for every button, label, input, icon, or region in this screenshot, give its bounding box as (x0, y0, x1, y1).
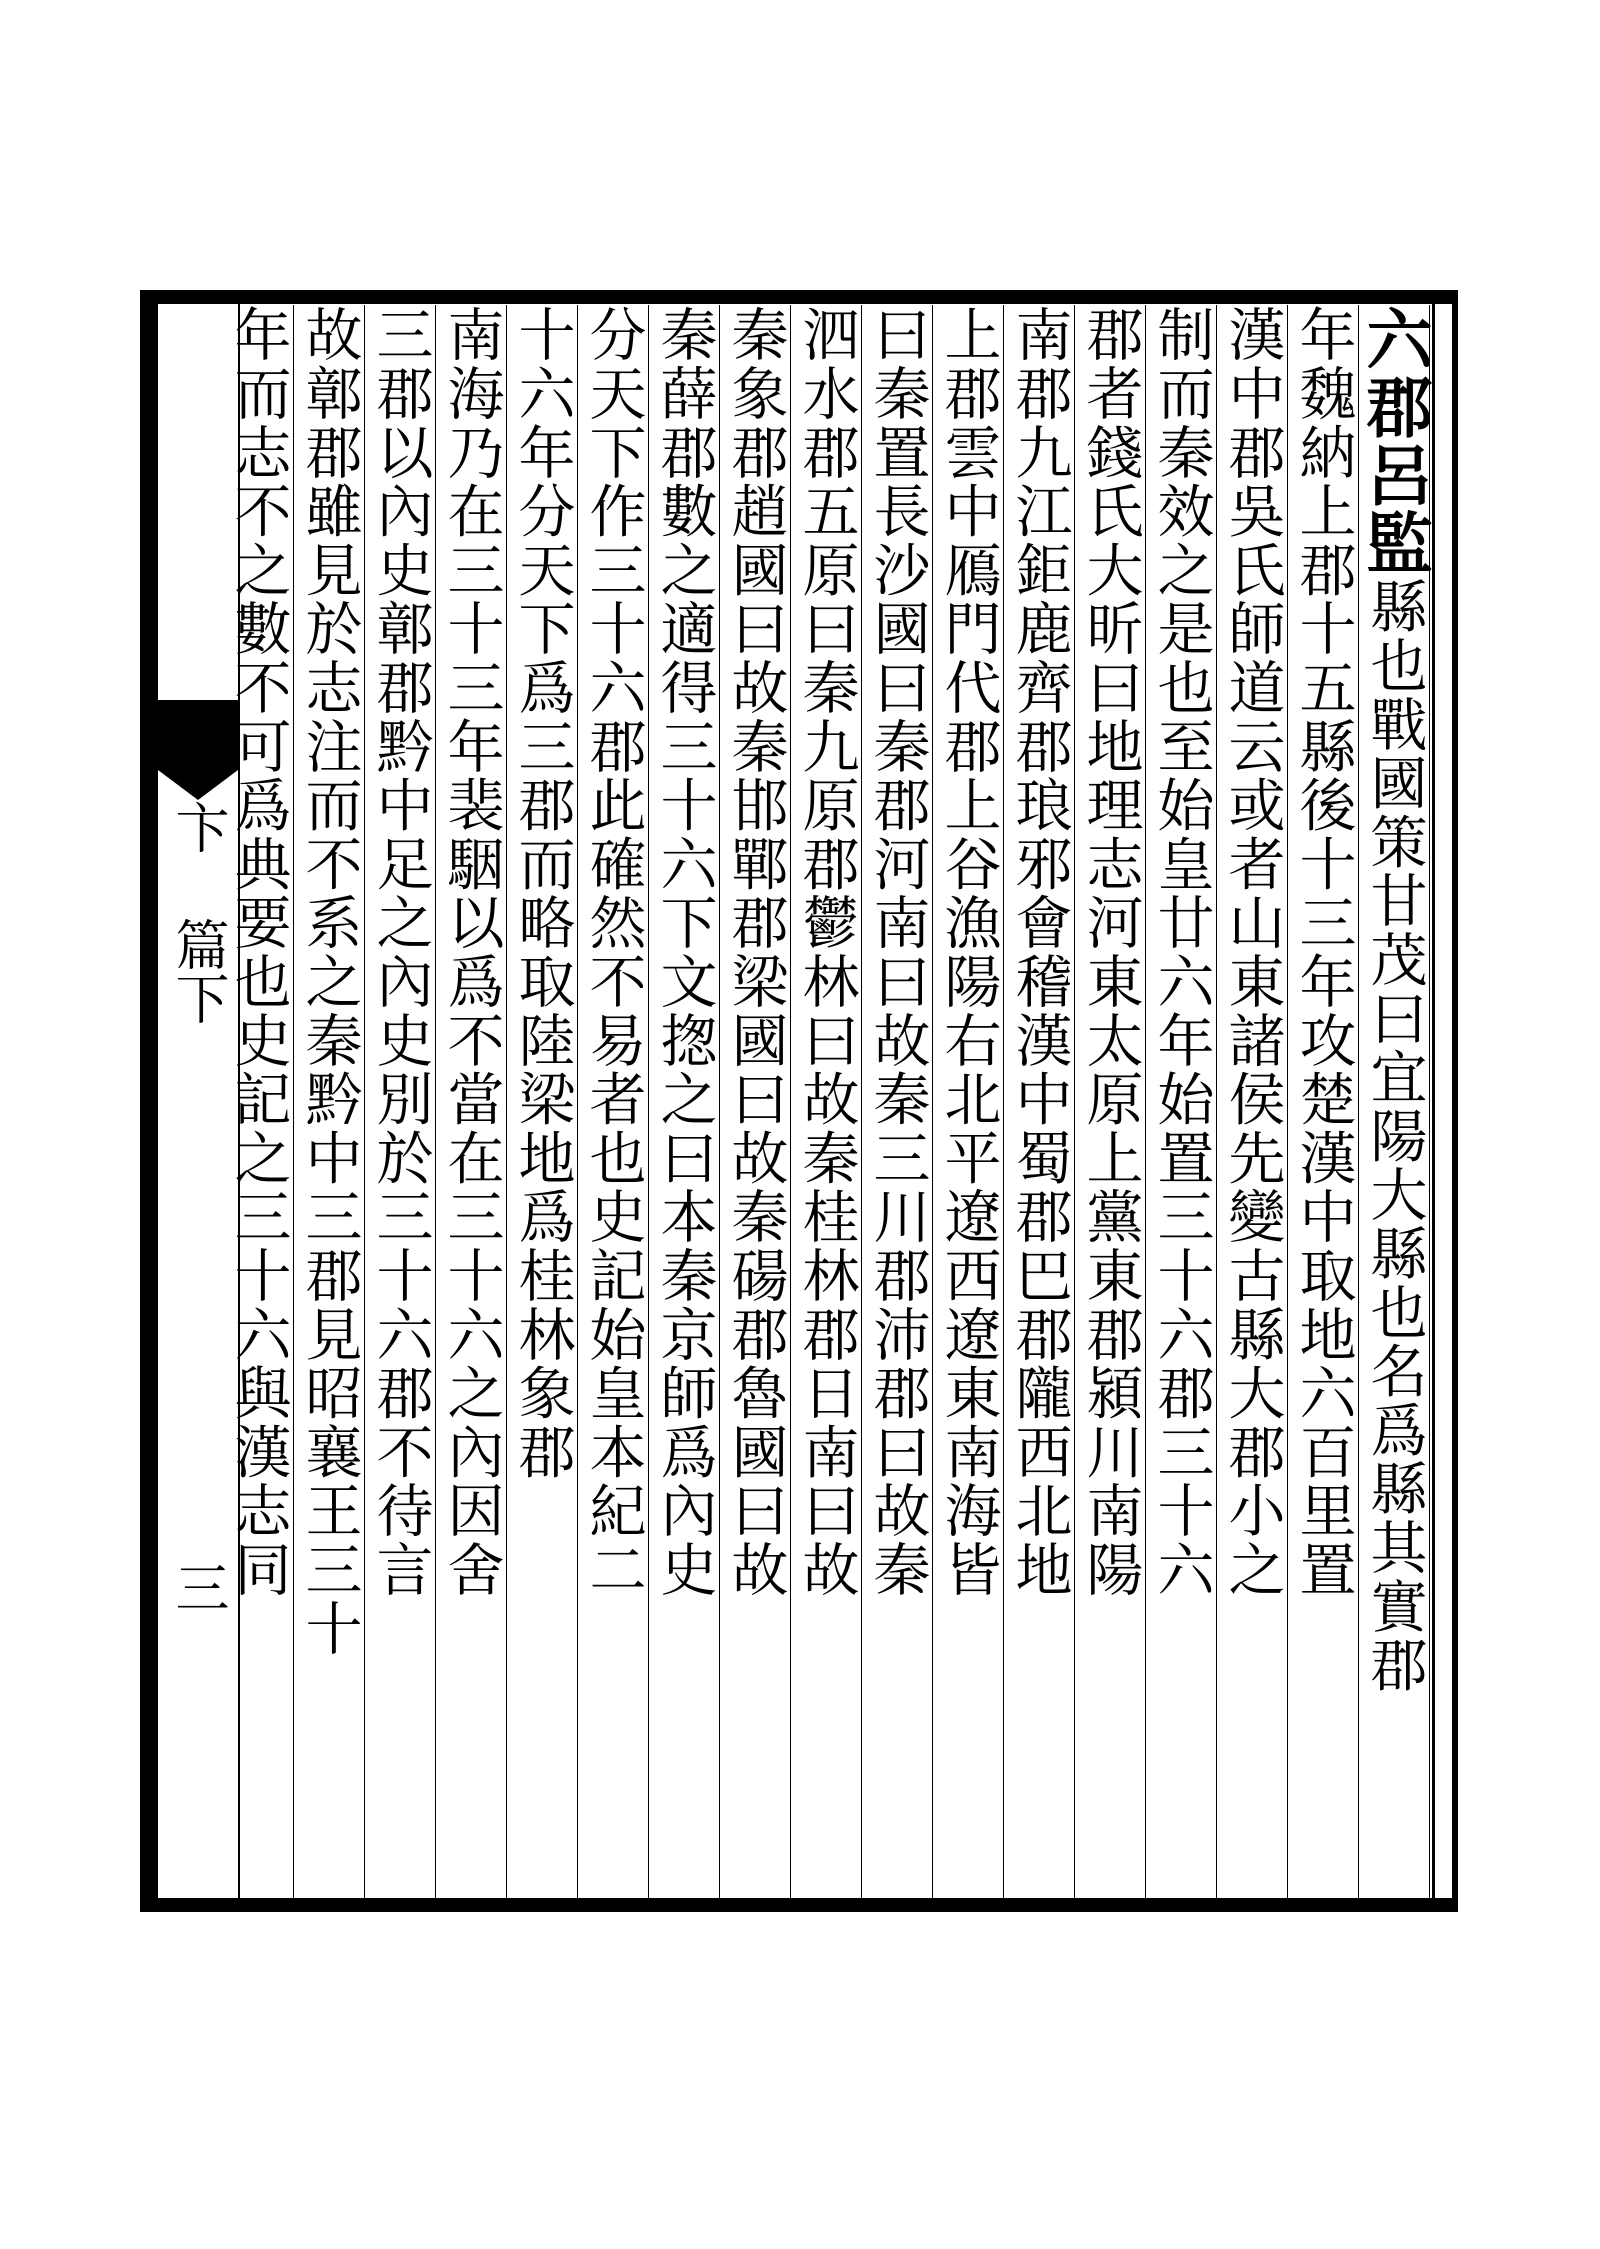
text-column-1-rest: 縣也戰國策甘茂曰宜陽大縣也名爲縣其實郡 (1361, 577, 1427, 1695)
text-column-8: 曰秦置長沙國曰秦郡河南曰故秦三川郡沛郡曰故秦 (862, 305, 933, 1905)
text-columns (225, 305, 1433, 1905)
text-column-7: 上郡雲中鴈門代郡上谷漁陽右北平遼西遼東南海皆 (933, 305, 1004, 1905)
text-column-14: 南海乃在三十三年裴駰以爲不當在三十六之內因舍 (436, 305, 507, 1905)
text-column-11: 秦薛郡數之適得三十六下文揔之曰本秦京師爲內史 (649, 305, 720, 1905)
section-heading: 六郡呂監 (1355, 305, 1433, 577)
text-column-3: 漢中郡吳氏師道云或者山東諸侯先變古縣大郡小之 (1217, 305, 1288, 1905)
text-column-16: 故鄣郡雖見於志注而不系之秦黔中三郡見昭襄王三十 (294, 305, 365, 1905)
text-column-4: 制而秦效之是也至始皇廿六年始置三十六郡三十六 (1146, 305, 1217, 1905)
text-column-17: 年而志不之數不可爲典要也史記之三十六與漢志同 (223, 305, 294, 1905)
text-column-1 (1355, 305, 1433, 1905)
text-column-10: 秦象郡趙國曰故秦邯鄲郡梁國曰故秦碭郡魯國曰故 (720, 305, 791, 1905)
fold-title: 卞 篇下 (167, 800, 230, 1025)
text-column-12: 分天下作三十六郡此確然不易者也史記始皇本紀二 (578, 305, 649, 1905)
text-column-13: 十六年分天下爲三郡而略取陸梁地爲桂林象郡 (507, 305, 578, 1905)
folio-number: 三 (167, 1560, 230, 1614)
text-column-6: 南郡九江鉅鹿齊郡琅邪會稽漢中蜀郡巴郡隴西北地 (1004, 305, 1075, 1905)
text-column-2: 年魏納上郡十五縣後十三年攻楚漢中取地六百里置 (1288, 305, 1359, 1905)
text-column-5: 郡者錢氏大昕曰地理志河東太原上黨東郡潁川南陽 (1075, 305, 1146, 1905)
text-column-15: 三郡以內史鄣郡黔中足之內史別於三十六郡不待言 (365, 305, 436, 1905)
text-column-9: 泗水郡五原曰秦九原郡鬱林曰故秦桂林郡日南曰故 (791, 305, 862, 1905)
